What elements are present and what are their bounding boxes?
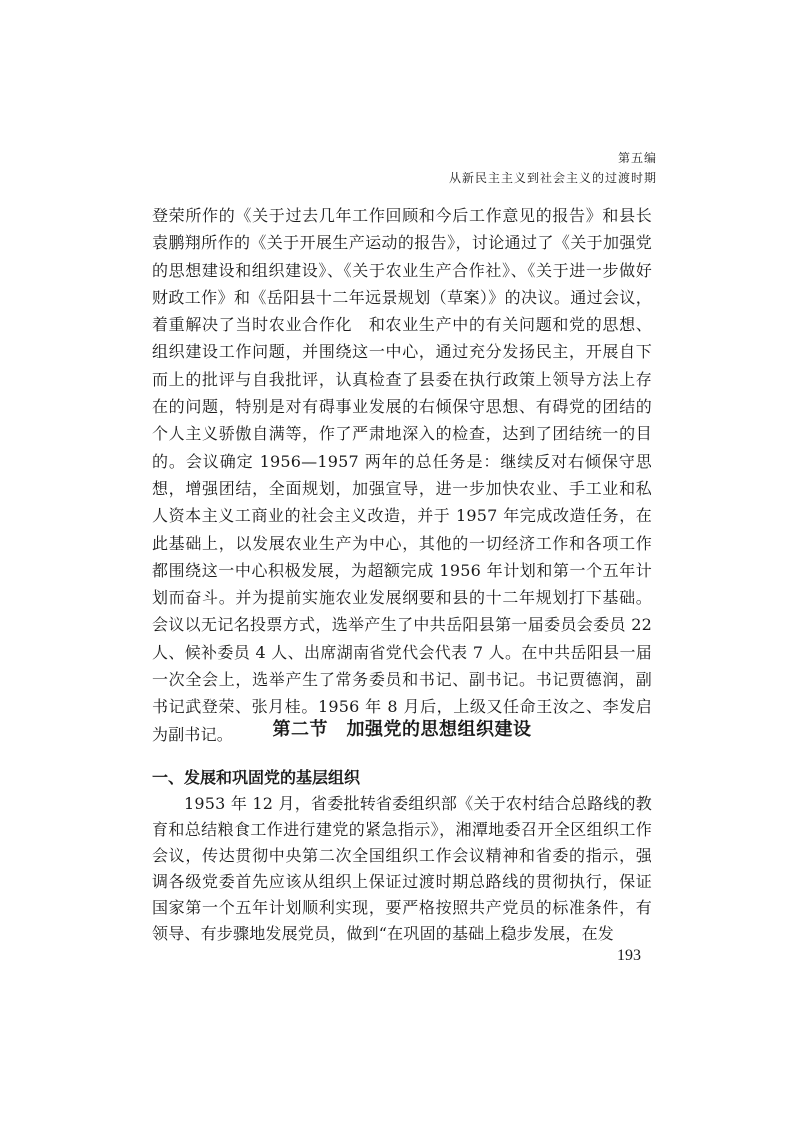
part-label: 第五编 <box>617 151 657 165</box>
body-paragraph: 登荣所作的《关于过去几年工作回顾和今后工作意见的报告》和县长袁鹏翔所作的《关于开展生产运动的报告》，讨论通过了《关于加强党的思想建设和组织建设》、《关于农业生产合作社》、《关于进一步做好财政工作》和《岳阳县十二年远景规划（草案）》的决议。通过会议，着重解决了当时农业合作化 和农业生产中的有关问题和党的思想、组织建设工作问题，并围绕这一中心，通过充分发扬民主，开展自下而上的批评与自我批评，认真检查了县委在执行政策上领导方法上存在的问题，特别是对有碍事业发展的右倾保守思想、有碍党的团结的个人主义骄傲自满等，作了严肃地深入的检查，达到了团结统一的目的。会议确定 1956—1957 两年的总任务是：继续反对右倾保守思想，增强团结，全面规划，加强宣导，进一步加快农业、手工业和私人资本主义工商业的社会主义改造，并于 1957 年完成改造任务，在此基础上，以发展农业生产为中心，其他的一切经济工作和各项工作都围绕这一中心积极发展，为超额完成 1956 年计划和第一个五年计划而奋斗。并为提前实施农业发展纲要和县的十二年规划打下基础。会议以无记名投票方式，选举产生了中共岳阳县第一届委员会委员 22 人、候补委员 4 人、出席湖南省党代会代表 7 人。在中共岳阳县一届一次全会上，选举产生了常务委员和书记、副书记。书记贾德润，副书记武登荣、张月桂。1956 年 8 月后，上级又任命王汝之、李发启为副书记。 <box>152 206 652 744</box>
running-header <box>449 148 657 188</box>
subsection-heading: 一、发展和巩固党的基层组织 <box>152 768 361 787</box>
subsection <box>152 764 652 947</box>
body-text <box>152 202 652 748</box>
part-subtitle: 从新民主主义到社会主义的过渡时期 <box>448 171 657 185</box>
page-number: 193 <box>617 947 641 964</box>
subsection-paragraph: 1953 年 12 月，省委批转省委组织部《关于农村结合总路线的教育和总结粮食工作进行建党的紧急指示》，湘潭地委召开全区组织工作会议，传达贯彻中央第二次全国组织工作会议精神和省委的指示，强调各级党委首先应该从组织上保证过渡时期总路线的贯彻执行，保证国家第一个五年计划顺利实现，要严格按照共产党员的标准条件，有领导、有步骤地发展党员，做到“在巩固的基础上稳步发展，在发 <box>152 794 652 943</box>
section-title: 第二节 加强党的思想组织建设 <box>272 719 532 740</box>
